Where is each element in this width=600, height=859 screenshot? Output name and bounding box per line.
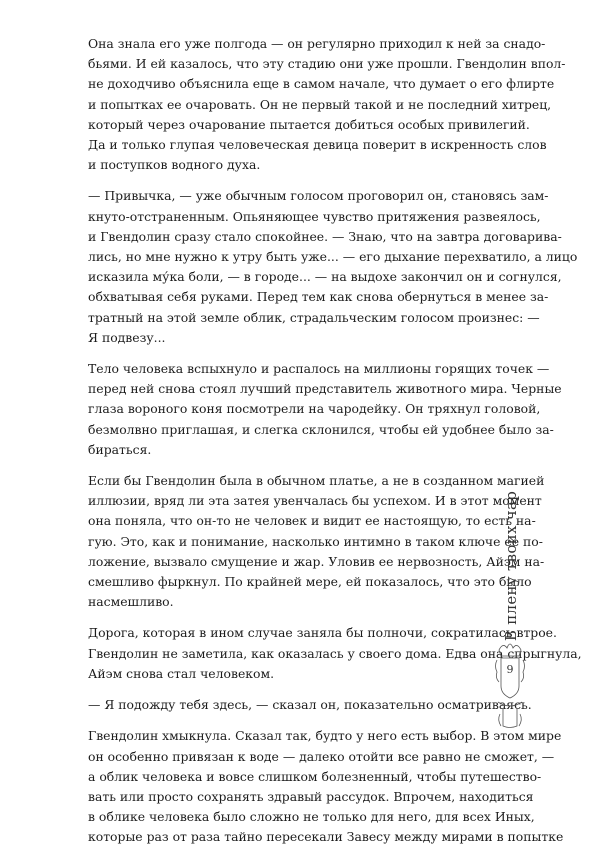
text-line: Айэм снова стал человеком.	[88, 665, 275, 681]
text-line: насмешливо.	[88, 594, 174, 610]
text-line: Гвендолин не заметила, как оказалась у своего дома. Едва она спрыгнула,	[88, 645, 582, 661]
text-line: Тело человека вспыхнуло и распалось на миллионы горящих точек —	[88, 361, 550, 377]
text-line: которые раз от раза тайно пересекали Завесу между мирами в попытке	[88, 829, 564, 845]
text-line: ложение, вызвало смущение и жар. Уловив ее нервозность, Айэм на-	[88, 553, 545, 569]
text-line: лись, но мне нужно к утру быть уже... — его дыхание перехватило, а лицо	[88, 249, 578, 265]
text-line: Если бы Гвендолин была в обычном платье, а не в созданном магией	[88, 473, 545, 489]
text-line: и попытках ее очаровать. Он не первый такой и не последний хитрец,	[88, 96, 552, 112]
paragraph-7	[88, 726, 564, 847]
text-line: она поняла, что он-то не человек и видит ее настоящую, то есть на-	[88, 513, 536, 529]
text-line: — Привычка, — уже обычным голосом проговорил он, становясь зам-	[88, 188, 549, 204]
text-line: безмолвно приглашая, и слегка склонился, чтобы ей удобнее было за-	[88, 421, 554, 437]
text-line: обхватывая себя руками. Перед тем как снова обернуться в менее за-	[88, 289, 549, 305]
text-line: не доходчиво объяснила еще в самом начале, что думает о его флирте	[88, 76, 555, 92]
text-line: тратный на этой земле облик, страдальческим голосом произнес: —	[88, 309, 540, 325]
text-line: который через очарование пытается добиться особых привилегий.	[88, 116, 530, 132]
text-line: бираться.	[88, 441, 152, 457]
text-line: иллюзии, вряд ли эта затея увенчалась бы успехом. И в этот момент	[88, 493, 542, 509]
paragraph-2	[88, 186, 578, 348]
running-title	[496, 490, 526, 641]
text-line: Гвендолин хмыкнула. Сказал так, будто у него есть выбор. В этом мире	[88, 728, 562, 744]
text-line: и Гвендолин сразу стало спокойнее. — Знаю, что на завтра договарива-	[88, 228, 562, 244]
text-line: в облике человека было сложно не только для него, для всех Иных,	[88, 809, 535, 825]
crest-icon	[493, 640, 527, 730]
text-line: перед ней снова стоял лучший представитель животного мира. Черные	[88, 381, 562, 397]
page-number: 9	[506, 663, 514, 676]
text-line: Да и только глупая человеческая девица поверит в искренность слов	[88, 137, 547, 153]
text-line: смешливо фыркнул. По крайней мере, ей показалось, что это было	[88, 574, 532, 590]
running-title-text: В плену твоих чар	[502, 490, 520, 641]
paragraph-1	[88, 34, 566, 175]
paragraph-6	[88, 695, 532, 715]
text-line: бьями. И ей казалось, что эту стадию они уже прошли. Гвендолин впол-	[88, 56, 566, 72]
paragraph-3	[88, 359, 562, 460]
text-line: Дорога, которая в ином случае заняла бы полночи, сократилась втрое.	[88, 625, 557, 641]
text-line: и поступков водного духа.	[88, 157, 261, 173]
text-line: Она знала его уже полгода — он регулярно приходил к ней за снадо-	[88, 36, 546, 51]
text-line: он особенно привязан к воде — далеко отойти все равно не сможет, —	[88, 748, 555, 764]
text-line: вать или просто сохранять здравый рассудок. Впрочем, находиться	[88, 788, 534, 804]
text-line: кнуто-отстраненным. Опьяняющее чувство притяжения развеялось,	[88, 208, 541, 224]
text-line: глаза вороного коня посмотрели на чародейку. Он тряхнул головой,	[88, 401, 541, 417]
text-line: а облик человека и вовсе слишком болезненный, чтобы путешество-	[88, 768, 542, 784]
text-line: Я подвезу...	[88, 329, 166, 345]
paragraph-5	[88, 623, 582, 684]
text-line: исказила му́ка боли, — в городе... — на выдохе закончил он и согнулся,	[88, 269, 562, 285]
page-ornament	[493, 640, 527, 730]
text-line: гую. Это, как и понимание, насколько интимно в таком ключе ее по-	[88, 533, 543, 549]
text-line: — Я подожду тебя здесь, — сказал он, показательно осматриваясь.	[88, 697, 532, 713]
